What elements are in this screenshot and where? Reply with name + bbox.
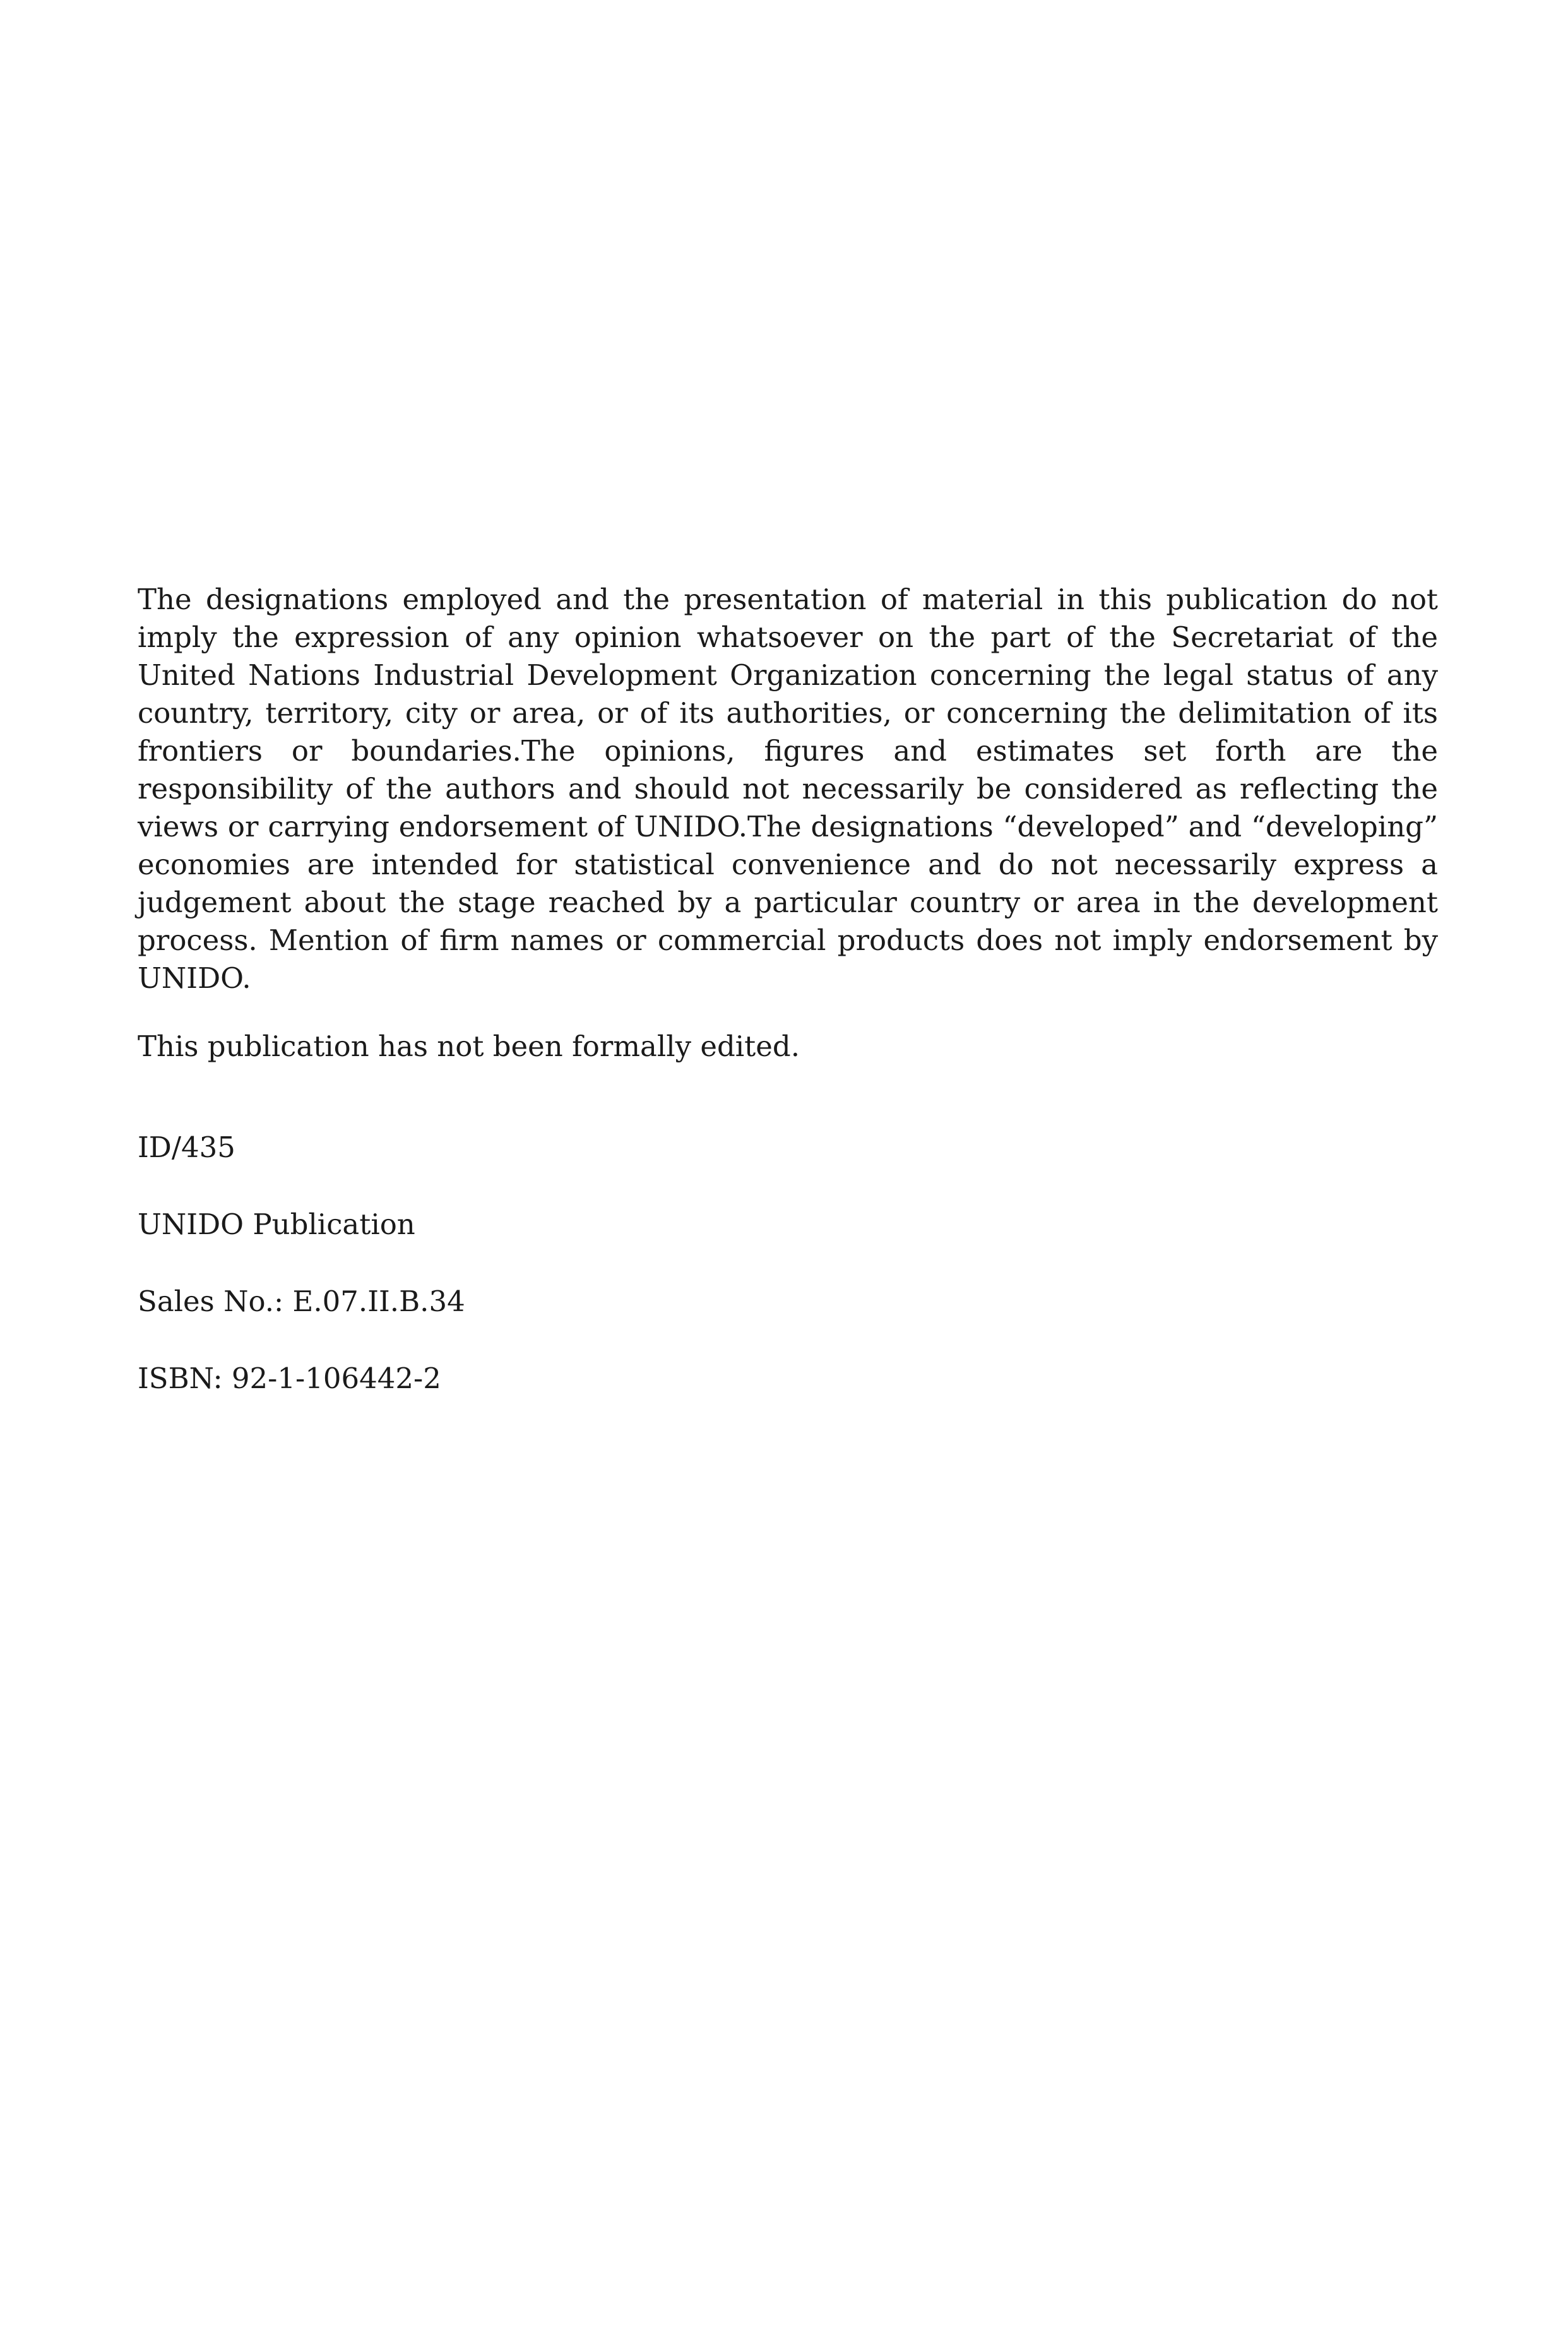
publication-metadata <box>138 1129 1438 1398</box>
sales-number: Sales No.: E.07.II.B.34 <box>138 1285 465 1318</box>
isbn-number: ISBN: 92-1-106442-2 <box>138 1362 441 1395</box>
disclaimer-paragraph: The designations employed and the presentation of material in this publication do not imply the expression of any opinion whatsoever on the part of the Secretariat of the United Nations Industrial Development Organization concerning the legal status of any country, territory, city or area, or of its authorities, or concerning the delimitation of its frontiers or boundaries.The opinions, figures and estimates set forth are the responsibility of the authors and should not necessarily be considered as reflecting the views or carrying endorsement of UNIDO.The designations “developed” and “developing” economies are intended for statistical convenience and do not necessarily express a judgement about the stage reached by a particular country or area in the development process. Mention of firm names or commercial products does not imply endorsement by UNIDO. <box>138 583 1438 995</box>
text-block <box>138 581 1438 1437</box>
publisher-line: UNIDO Publication <box>138 1208 415 1241</box>
editing-note: This publication has not been formally edited. <box>138 1030 800 1063</box>
document-id: ID/435 <box>138 1131 235 1164</box>
